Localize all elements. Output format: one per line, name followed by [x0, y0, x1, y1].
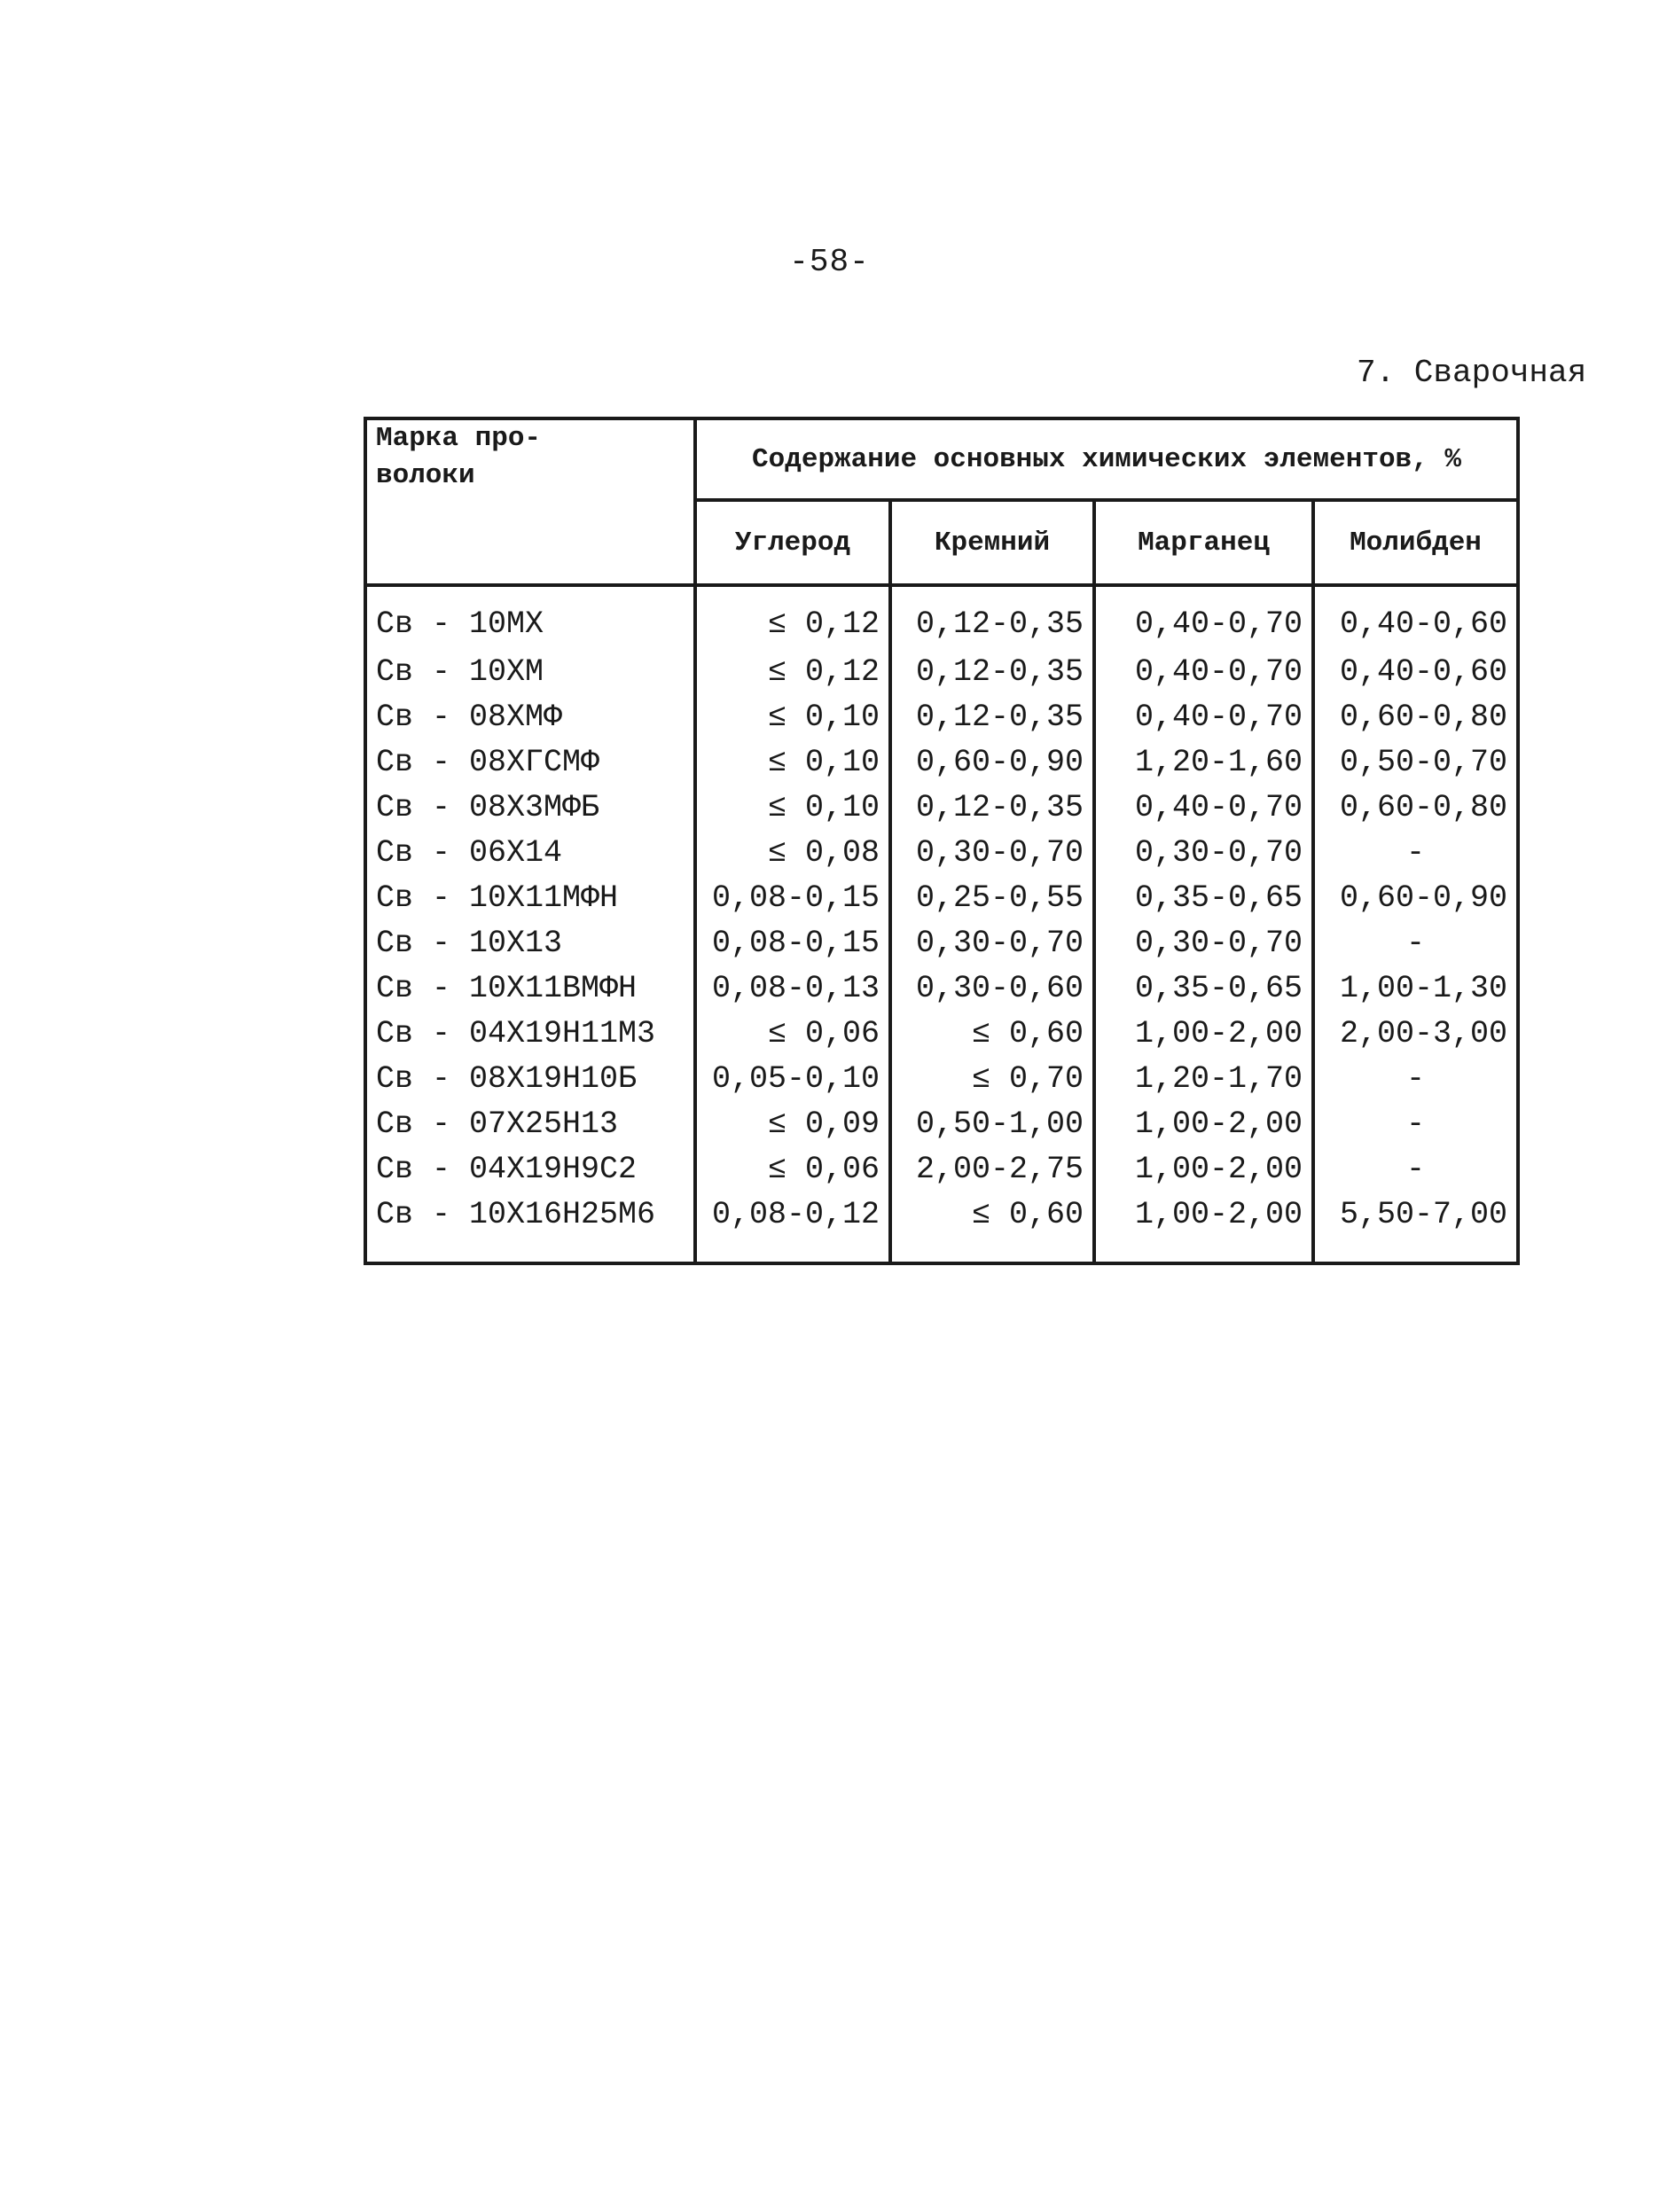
cell-carbon: 0,08-0,15 [695, 875, 890, 920]
table-row [365, 965, 1518, 1011]
cell-grade: Св - 10МХ [365, 585, 695, 649]
cell-molybdenum: 0,60-0,90 [1313, 875, 1518, 920]
cell-molybdenum: - [1313, 830, 1518, 875]
cell-carbon: ≤ 0,10 [695, 694, 890, 739]
cell-manganese: 0,35-0,65 [1094, 965, 1313, 1011]
cell-carbon: ≤ 0,10 [695, 739, 890, 785]
table-caption: 7. Сварочная [1357, 355, 1587, 391]
cell-molybdenum: 0,60-0,80 [1313, 694, 1518, 739]
page-number: -58- [789, 244, 870, 280]
cell-molybdenum: 0,40-0,60 [1313, 585, 1518, 649]
cell-manganese: 0,35-0,65 [1094, 875, 1313, 920]
cell-silicon: ≤ 0,60 [890, 1192, 1094, 1237]
cell-carbon: 0,08-0,15 [695, 920, 890, 965]
cell-silicon: ≤ 0,60 [890, 1011, 1094, 1056]
cell-molybdenum: 0,60-0,80 [1313, 785, 1518, 830]
cell-grade: Св - 08Х3МФБ [365, 785, 695, 830]
table-row [365, 830, 1518, 875]
cell-silicon: 0,12-0,35 [890, 694, 1094, 739]
cell-molybdenum: 5,50-7,00 [1313, 1192, 1518, 1237]
cell-silicon: 0,30-0,60 [890, 965, 1094, 1011]
cell-molybdenum: 1,00-1,30 [1313, 965, 1518, 1011]
cell-grade: Св - 08Х19Н10Б [365, 1056, 695, 1101]
cell-grade: Св - 08ХМФ [365, 694, 695, 739]
cell-silicon: 2,00-2,75 [890, 1146, 1094, 1192]
table-row [365, 649, 1518, 694]
cell-silicon: 0,60-0,90 [890, 739, 1094, 785]
cell-manganese: 1,00-2,00 [1094, 1101, 1313, 1146]
cell-carbon: ≤ 0,06 [695, 1146, 890, 1192]
cell-carbon: 0,05-0,10 [695, 1056, 890, 1101]
cell-grade: Св - 04Х19Н9С2 [365, 1146, 695, 1192]
table-row [365, 875, 1518, 920]
cell-silicon: 0,25-0,55 [890, 875, 1094, 920]
table-row [365, 1146, 1518, 1192]
table-row [365, 1192, 1518, 1237]
cell-manganese: 0,40-0,70 [1094, 785, 1313, 830]
cell-molybdenum: - [1313, 1146, 1518, 1192]
cell-silicon: 0,12-0,35 [890, 785, 1094, 830]
cell-manganese: 0,40-0,70 [1094, 649, 1313, 694]
header-manganese: Марганец [1094, 500, 1313, 585]
cell-grade: Св - 10Х13 [365, 920, 695, 965]
table-row [365, 1101, 1518, 1146]
cell-manganese: 0,40-0,70 [1094, 585, 1313, 649]
cell-manganese: 0,40-0,70 [1094, 694, 1313, 739]
cell-grade: Св - 10ХМ [365, 649, 695, 694]
table-row [365, 1011, 1518, 1056]
table-row [365, 920, 1518, 965]
cell-grade: Св - 10Х16Н25М6 [365, 1192, 695, 1237]
cell-silicon: 0,30-0,70 [890, 920, 1094, 965]
wire-composition-table [364, 417, 1520, 1265]
header-molybdenum: Молибден [1313, 500, 1518, 585]
cell-manganese: 1,00-2,00 [1094, 1192, 1313, 1237]
table-row [365, 1056, 1518, 1101]
cell-molybdenum: 2,00-3,00 [1313, 1011, 1518, 1056]
table-row [365, 694, 1518, 739]
spacer-cell [1313, 1237, 1518, 1263]
cell-grade: Св - 10Х11МФН [365, 875, 695, 920]
cell-silicon: 0,12-0,35 [890, 649, 1094, 694]
cell-molybdenum: 0,40-0,60 [1313, 649, 1518, 694]
cell-manganese: 1,00-2,00 [1094, 1146, 1313, 1192]
cell-manganese: 0,30-0,70 [1094, 920, 1313, 965]
cell-carbon: ≤ 0,09 [695, 1101, 890, 1146]
cell-grade: Св - 08ХГСМФ [365, 739, 695, 785]
header-content: Содержание основных химических элементов, % [695, 418, 1518, 500]
table-bottom-spacer [365, 1237, 1518, 1263]
cell-carbon: ≤ 0,12 [695, 585, 890, 649]
cell-molybdenum: - [1313, 1101, 1518, 1146]
cell-grade: Св - 06Х14 [365, 830, 695, 875]
header-grade [365, 418, 695, 585]
cell-silicon: 0,12-0,35 [890, 585, 1094, 649]
table-row [365, 585, 1518, 649]
header-silicon: Кремний [890, 500, 1094, 585]
cell-silicon: ≤ 0,70 [890, 1056, 1094, 1101]
cell-carbon: ≤ 0,08 [695, 830, 890, 875]
cell-manganese: 1,00-2,00 [1094, 1011, 1313, 1056]
header-carbon: Углерод [695, 500, 890, 585]
cell-grade: Св - 10Х11ВМФН [365, 965, 695, 1011]
cell-manganese: 1,20-1,70 [1094, 1056, 1313, 1101]
spacer-cell [1094, 1237, 1313, 1263]
cell-carbon: ≤ 0,06 [695, 1011, 890, 1056]
cell-carbon: ≤ 0,10 [695, 785, 890, 830]
cell-manganese: 0,30-0,70 [1094, 830, 1313, 875]
cell-manganese: 1,20-1,60 [1094, 739, 1313, 785]
spacer-cell [695, 1237, 890, 1263]
spacer-cell [365, 1237, 695, 1263]
cell-silicon: 0,50-1,00 [890, 1101, 1094, 1146]
cell-molybdenum: - [1313, 1056, 1518, 1101]
spacer-cell [890, 1237, 1094, 1263]
cell-carbon: 0,08-0,12 [695, 1192, 890, 1237]
table-row [365, 739, 1518, 785]
cell-molybdenum: 0,50-0,70 [1313, 739, 1518, 785]
cell-molybdenum: - [1313, 920, 1518, 965]
cell-grade: Св - 07Х25Н13 [365, 1101, 695, 1146]
cell-carbon: 0,08-0,13 [695, 965, 890, 1011]
table-body [365, 585, 1518, 1263]
cell-carbon: ≤ 0,12 [695, 649, 890, 694]
cell-silicon: 0,30-0,70 [890, 830, 1094, 875]
header-grade-label: Марка про- волоки [376, 423, 542, 491]
cell-grade: Св - 04Х19Н11М3 [365, 1011, 695, 1056]
table-row [365, 785, 1518, 830]
